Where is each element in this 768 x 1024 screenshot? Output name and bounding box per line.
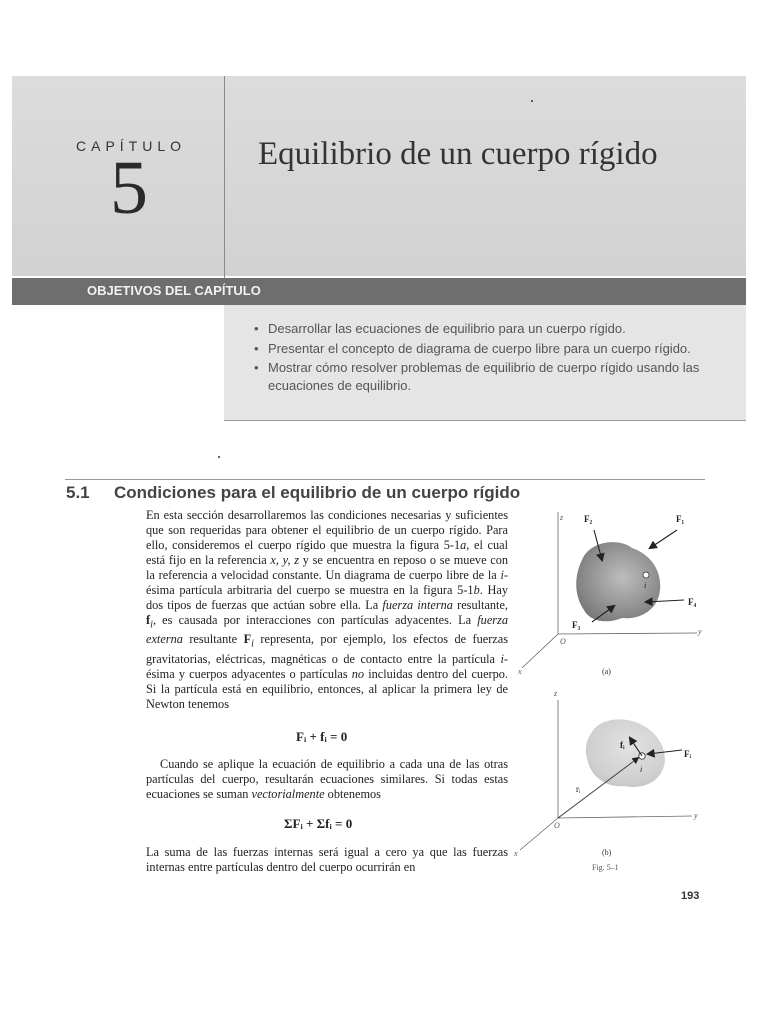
- label-axis-y-a: y: [698, 627, 702, 636]
- chapter-label: CAPÍTULO: [76, 138, 187, 154]
- equation-2: ΣFᵢ + Σfᵢ = 0: [284, 816, 353, 831]
- paragraph-1: En esta sección desarrollaremos las condiciones necesarias y suficientes que son requeridas para obtener el equilibrio de un cuerpo rígido. Para ello, consideremos el cuerpo rígido que muestra la figura 5-1a, el cual está fijo en la referencia x, y, z y se encuentra en reposo o se mueve con la referencia a velocidad constante. Un diagrama de cuerpo libre de la i-ésima partícula arbitraria del cuerpo se muestra en la figura 5-1b. Hay dos tipos de fuerzas que actúan sobre ella. La fuerza interna resultante, $f_i$, es causada por interacciones con partículas adyacentes. La fuerza externa resultante $F_i$ representa, por ejemplo, los efectos de fuerzas gravitatorias, eléctricas, magnéticas o de contacto entre la partícula i-ésima y cuerpos adyacentes o partículas no incluidas dentro del cuerpo. Si la partícula está en equilibrio, entonces, al aplicar la primera ley de Newton tenemos: [146, 508, 509, 711]
- label-f2: F₂: [584, 514, 593, 524]
- caption-b: (b): [602, 848, 612, 857]
- label-axis-x-a: x: [518, 667, 522, 676]
- section-number: 5.1: [66, 483, 90, 502]
- speck: [531, 100, 533, 102]
- chapter-title: Equilibrio de un cuerpo rígido: [258, 136, 658, 172]
- axis-y-a: [558, 633, 697, 634]
- figure-label: Fig. 5–1: [592, 863, 619, 872]
- label-particle-a: i: [644, 581, 647, 590]
- objective-item: • Presentar el concepto de diagrama de cuerpo libre para un cuerpo rígido.: [252, 340, 722, 358]
- label-Fi: Fᵢ: [684, 749, 692, 759]
- axis-x-a: [522, 634, 558, 668]
- label-axis-y-b: y: [694, 811, 698, 820]
- objective-item: • Mostrar cómo resolver problemas de equilibrio de cuerpo rígido usando las ecuaciones de equilibrio.: [252, 359, 722, 394]
- label-particle-b: i: [640, 765, 643, 774]
- label-axis-z-b: z: [554, 689, 558, 698]
- figure-b: [513, 689, 698, 872]
- figure-5-1: [512, 500, 722, 880]
- label-ri: rᵢ: [576, 784, 581, 794]
- section-title: Condiciones para el equilibrio de un cuerpo rígido: [114, 483, 521, 502]
- objectives-list: [252, 320, 722, 396]
- paragraph-2: Cuando se aplique la ecuación de equilibrio a cada una de las otras partículas del cuerpo, resultarán ecuaciones similares. Si todas estas ecuaciones se suman vectorialmente obtenemos: [146, 757, 508, 801]
- arrow-f1: [650, 530, 677, 548]
- chapter-number: 5: [110, 146, 148, 230]
- label-f1: F₁: [676, 514, 685, 524]
- objective-item: • Desarrollar las ecuaciones de equilibrio para un cuerpo rígido.: [252, 320, 722, 338]
- section-rule: [65, 479, 705, 480]
- label-origin-a: O: [560, 637, 566, 646]
- caption-a: (a): [602, 667, 611, 676]
- label-f3: F₃: [572, 620, 581, 630]
- speck: [218, 456, 220, 458]
- objectives-heading: OBJETIVOS DEL CAPÍTULO: [87, 283, 261, 298]
- label-fi: fᵢ: [620, 740, 625, 750]
- equation-1: Fᵢ + fᵢ = 0: [296, 729, 348, 744]
- axis-x-b: [520, 818, 558, 850]
- axis-y-b: [558, 816, 692, 818]
- particle-i-a: [643, 572, 649, 578]
- label-f4: F₄: [688, 597, 697, 607]
- paragraph-3: La suma de las fuerzas internas será igual a cero ya que las fuerzas internas entre partículas dentro del cuerpo ocurrirán en: [146, 845, 508, 874]
- page-number: 193: [681, 890, 700, 902]
- figure-a: [517, 512, 702, 676]
- rigid-body-a: [576, 542, 660, 621]
- label-axis-x-b: x: [514, 849, 518, 858]
- label-origin-b: O: [554, 821, 560, 830]
- label-axis-z-a: z: [560, 513, 564, 522]
